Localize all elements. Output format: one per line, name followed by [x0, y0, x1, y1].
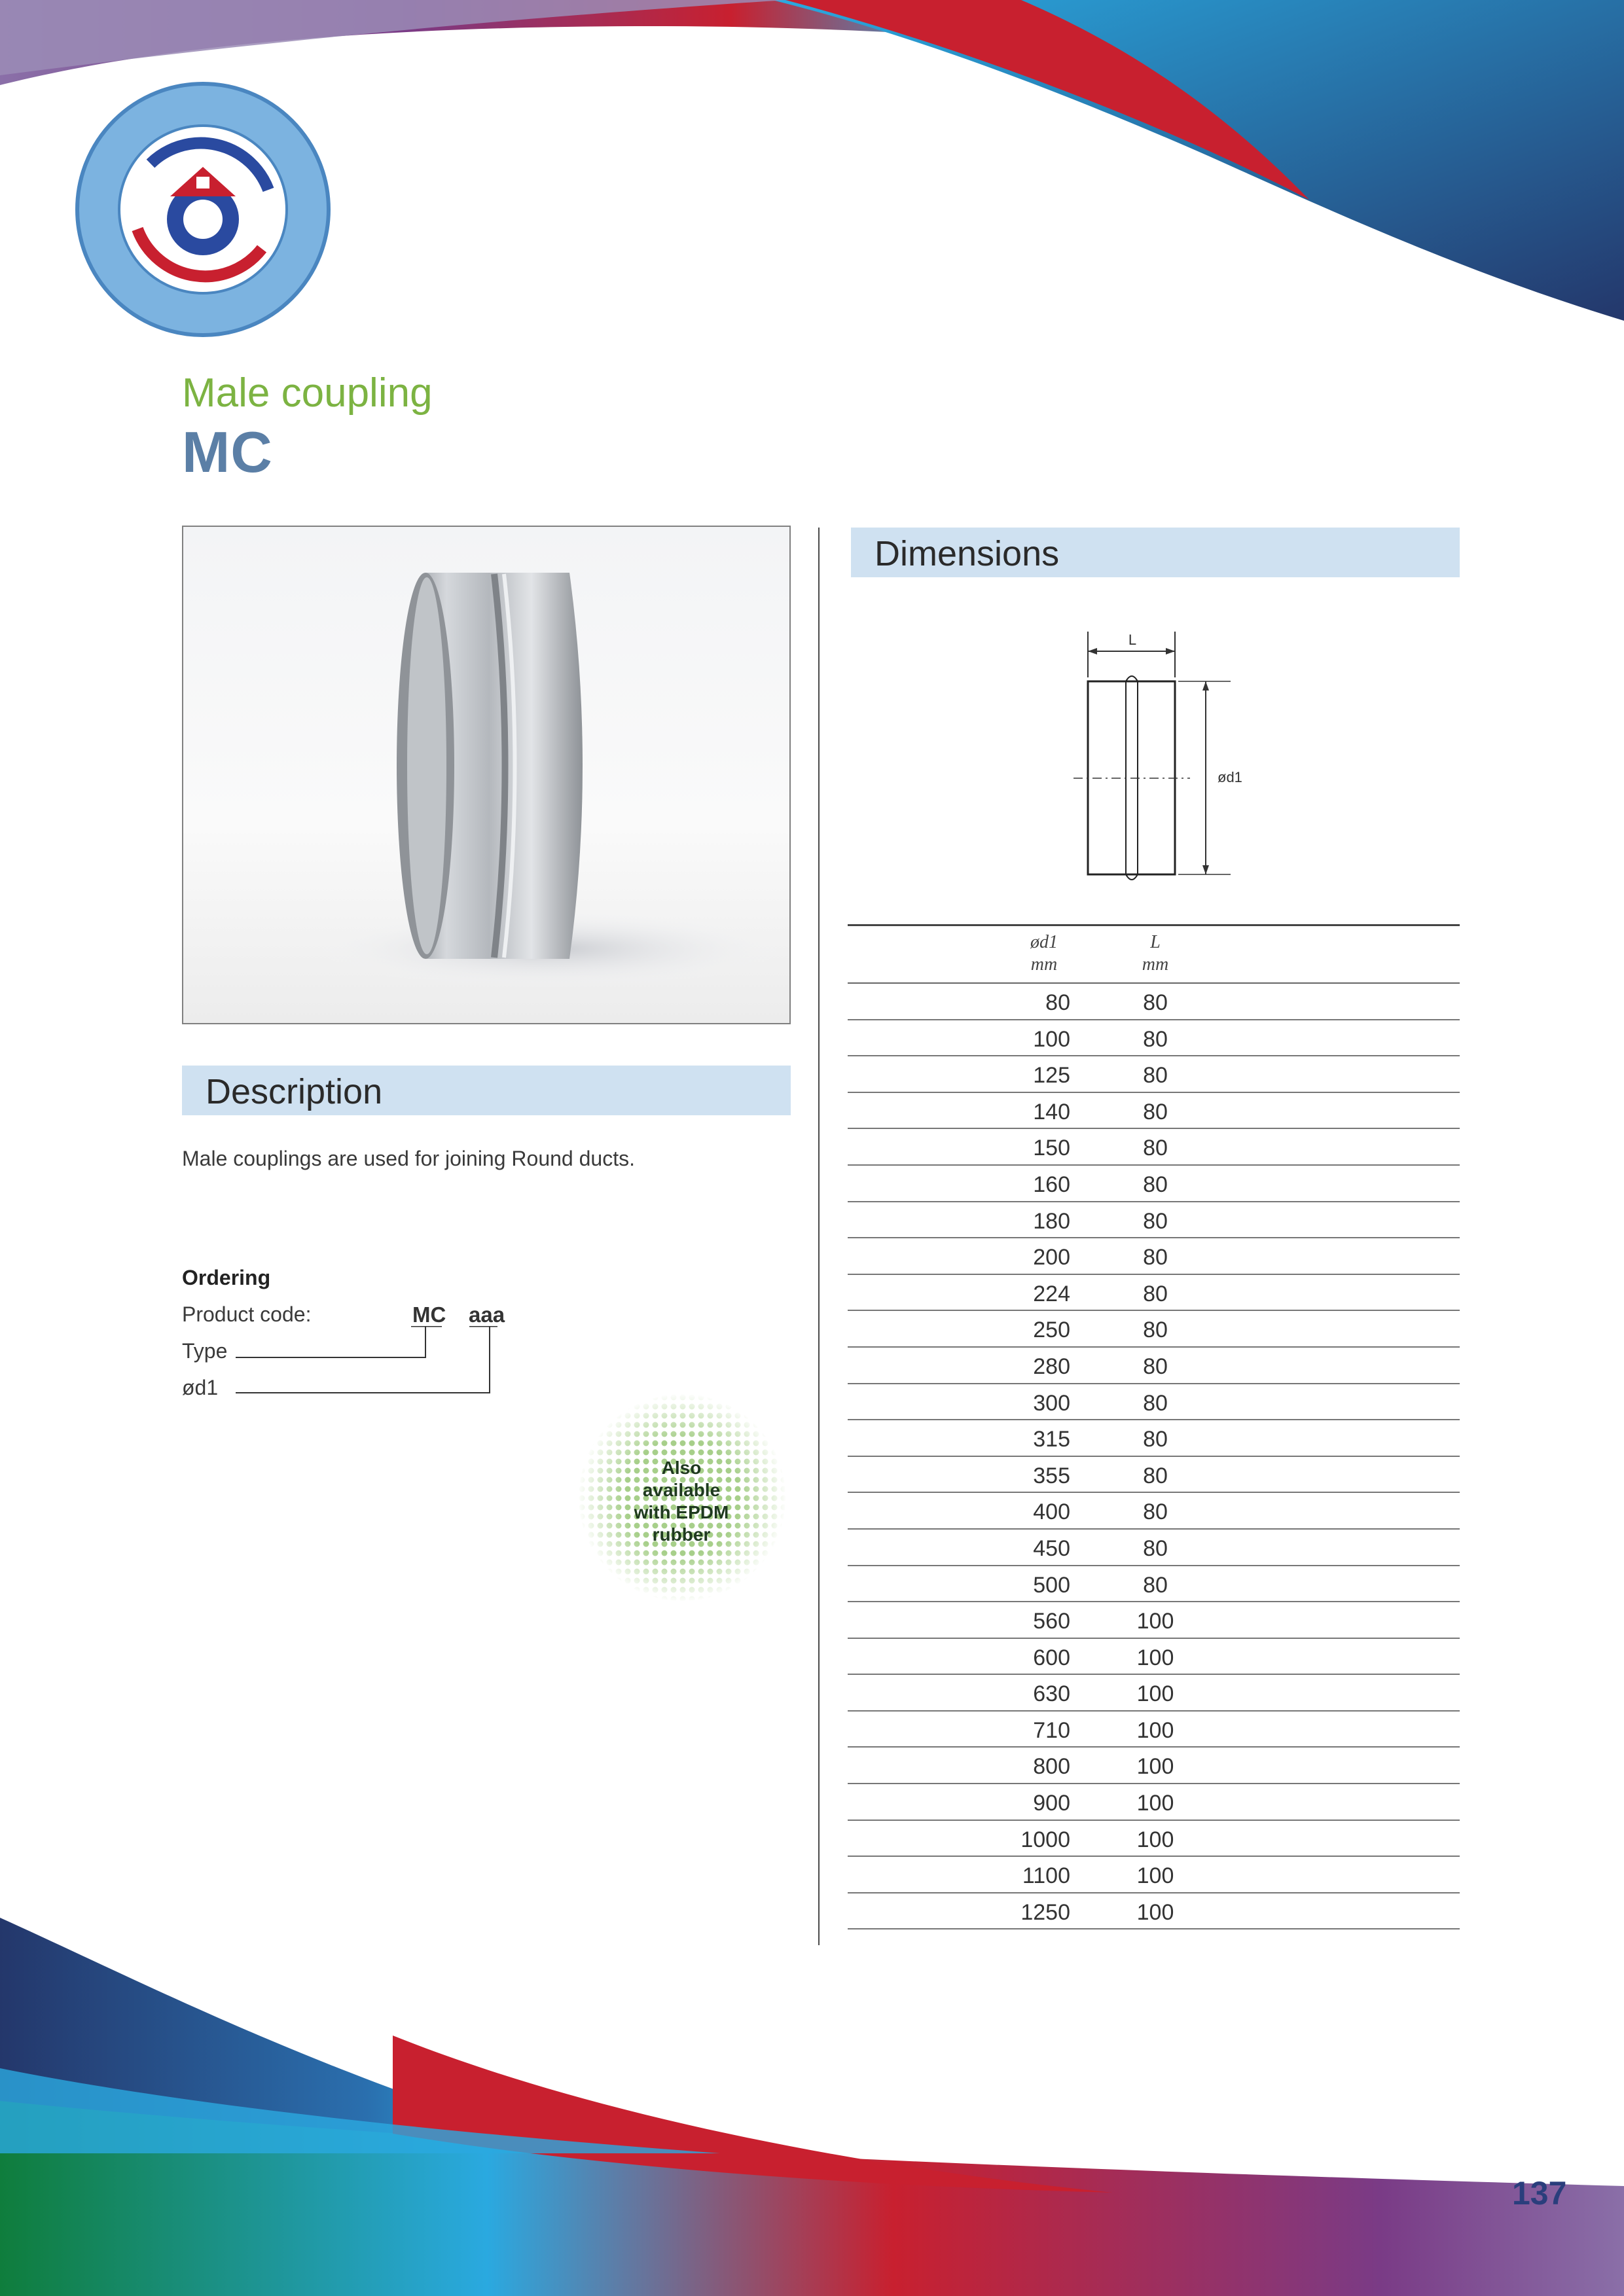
cell-L: 100 — [1136, 1863, 1174, 1889]
cell-d1: 560 — [1033, 1609, 1070, 1634]
cell-L: 80 — [1143, 1281, 1168, 1306]
table-row — [848, 1675, 1460, 1712]
footer-swoosh — [0, 1918, 1624, 2296]
dimensions-table-body — [848, 984, 1460, 1929]
cell-d1: 450 — [1033, 1535, 1070, 1561]
code-part-diameter: aaa — [469, 1302, 505, 1327]
table-row — [848, 1493, 1460, 1530]
company-logo — [72, 79, 334, 340]
cell-d1: 315 — [1033, 1427, 1070, 1452]
badge-line-1: Also — [661, 1458, 702, 1478]
table-row — [848, 1056, 1460, 1093]
dimensions-heading: Dimensions — [851, 528, 1460, 577]
cell-d1: 710 — [1033, 1717, 1070, 1743]
cell-L: 80 — [1143, 1208, 1168, 1234]
cell-L: 80 — [1143, 1099, 1168, 1124]
cell-L: 80 — [1143, 1535, 1168, 1561]
table-row — [848, 1566, 1460, 1603]
description-heading: Description — [182, 1066, 791, 1115]
cell-L: 100 — [1136, 1791, 1174, 1816]
table-row — [848, 1238, 1460, 1275]
dimensions-table-header — [848, 924, 1460, 984]
table-row — [848, 1530, 1460, 1566]
cell-d1: 1250 — [1020, 1899, 1070, 1925]
cell-d1: 630 — [1033, 1681, 1070, 1707]
coupling-dimension-drawing — [1060, 619, 1283, 887]
cell-L: 100 — [1136, 1899, 1174, 1925]
cell-L: 80 — [1143, 1427, 1168, 1452]
badge-line-4: rubber — [652, 1524, 711, 1545]
cell-L: 80 — [1143, 1499, 1168, 1525]
header-d1-unit: mm — [1030, 954, 1058, 975]
cell-L: 80 — [1143, 1063, 1168, 1088]
cell-L: 100 — [1136, 1681, 1174, 1707]
cell-L: 80 — [1143, 1136, 1168, 1161]
product-subtitle: Male coupling — [182, 370, 433, 416]
cell-d1: 355 — [1033, 1463, 1070, 1488]
table-row — [848, 1093, 1460, 1130]
cell-d1: 200 — [1033, 1245, 1070, 1270]
ordering-heading: Ordering — [182, 1266, 271, 1289]
table-row — [848, 1857, 1460, 1893]
cell-d1: 280 — [1033, 1354, 1070, 1379]
cell-L: 80 — [1143, 1572, 1168, 1598]
cell-d1: 1000 — [1020, 1827, 1070, 1852]
cell-L: 100 — [1136, 1645, 1174, 1670]
table-row — [848, 1784, 1460, 1821]
code-part-type: MC — [412, 1302, 446, 1327]
cell-L: 80 — [1143, 990, 1168, 1015]
cell-L: 80 — [1143, 1172, 1168, 1197]
column-divider — [818, 528, 820, 1945]
cell-L: 80 — [1143, 1026, 1168, 1052]
product-code-title: MC — [182, 420, 273, 484]
product-photo — [182, 526, 791, 1024]
cell-d1: 150 — [1033, 1136, 1070, 1161]
table-row — [848, 1712, 1460, 1748]
cell-d1: 400 — [1033, 1499, 1070, 1525]
table-row — [848, 1748, 1460, 1784]
product-code-label: Product code: — [182, 1302, 312, 1326]
table-row — [848, 1384, 1460, 1421]
description-text: Male couplings are used for joining Round ducts. — [182, 1147, 635, 1170]
drawing-d1-label: ød1 — [1218, 769, 1242, 785]
header-L — [1103, 931, 1208, 976]
cell-d1: 250 — [1033, 1318, 1070, 1343]
table-row — [848, 1129, 1460, 1166]
cell-L: 100 — [1136, 1754, 1174, 1780]
cell-L: 80 — [1143, 1463, 1168, 1488]
header-L-label: L — [1150, 932, 1161, 952]
cell-d1: 600 — [1033, 1645, 1070, 1670]
table-row — [848, 1457, 1460, 1494]
table-row — [848, 1020, 1460, 1057]
table-row — [848, 1821, 1460, 1857]
cell-L: 100 — [1136, 1609, 1174, 1634]
header-d1 — [992, 931, 1096, 976]
cell-d1: 300 — [1033, 1390, 1070, 1416]
type-label: Type — [182, 1339, 228, 1363]
table-row — [848, 1420, 1460, 1457]
table-row — [848, 1639, 1460, 1676]
cell-d1: 900 — [1033, 1791, 1070, 1816]
header-L-unit: mm — [1142, 954, 1169, 975]
cell-d1: 224 — [1033, 1281, 1070, 1306]
table-row — [848, 1893, 1460, 1930]
table-row — [848, 1311, 1460, 1348]
table-row — [848, 1602, 1460, 1639]
cell-d1: 80 — [1045, 990, 1070, 1015]
cell-d1: 125 — [1033, 1063, 1070, 1088]
cell-L: 80 — [1143, 1390, 1168, 1416]
cell-d1: 160 — [1033, 1172, 1070, 1197]
cell-d1: 1100 — [1022, 1863, 1070, 1889]
cell-d1: 180 — [1033, 1208, 1070, 1234]
table-row — [848, 1202, 1460, 1239]
table-row — [848, 1166, 1460, 1202]
drawing-L-label: L — [1128, 632, 1137, 648]
cell-L: 80 — [1143, 1245, 1168, 1270]
cell-d1: 100 — [1033, 1026, 1070, 1052]
cell-L: 80 — [1143, 1318, 1168, 1343]
page-number: 137 — [1512, 2175, 1567, 2212]
cell-d1: 500 — [1033, 1572, 1070, 1598]
header-d1-label: ød1 — [1030, 932, 1058, 952]
dimensions-table — [848, 924, 1460, 1929]
epdm-badge-text — [602, 1457, 761, 1546]
table-row — [848, 984, 1460, 1020]
ordering-leader-lines — [236, 1326, 497, 1398]
coupling-image — [183, 527, 789, 1023]
badge-line-2: available — [642, 1480, 721, 1500]
badge-line-3: with EPDM — [634, 1502, 729, 1522]
cell-L: 100 — [1136, 1827, 1174, 1852]
cell-d1: 800 — [1033, 1754, 1070, 1780]
cell-L: 80 — [1143, 1354, 1168, 1379]
d1-label: ød1 — [182, 1376, 219, 1399]
cell-L: 100 — [1136, 1717, 1174, 1743]
cell-d1: 140 — [1033, 1099, 1070, 1124]
table-row — [848, 1275, 1460, 1312]
table-row — [848, 1348, 1460, 1384]
